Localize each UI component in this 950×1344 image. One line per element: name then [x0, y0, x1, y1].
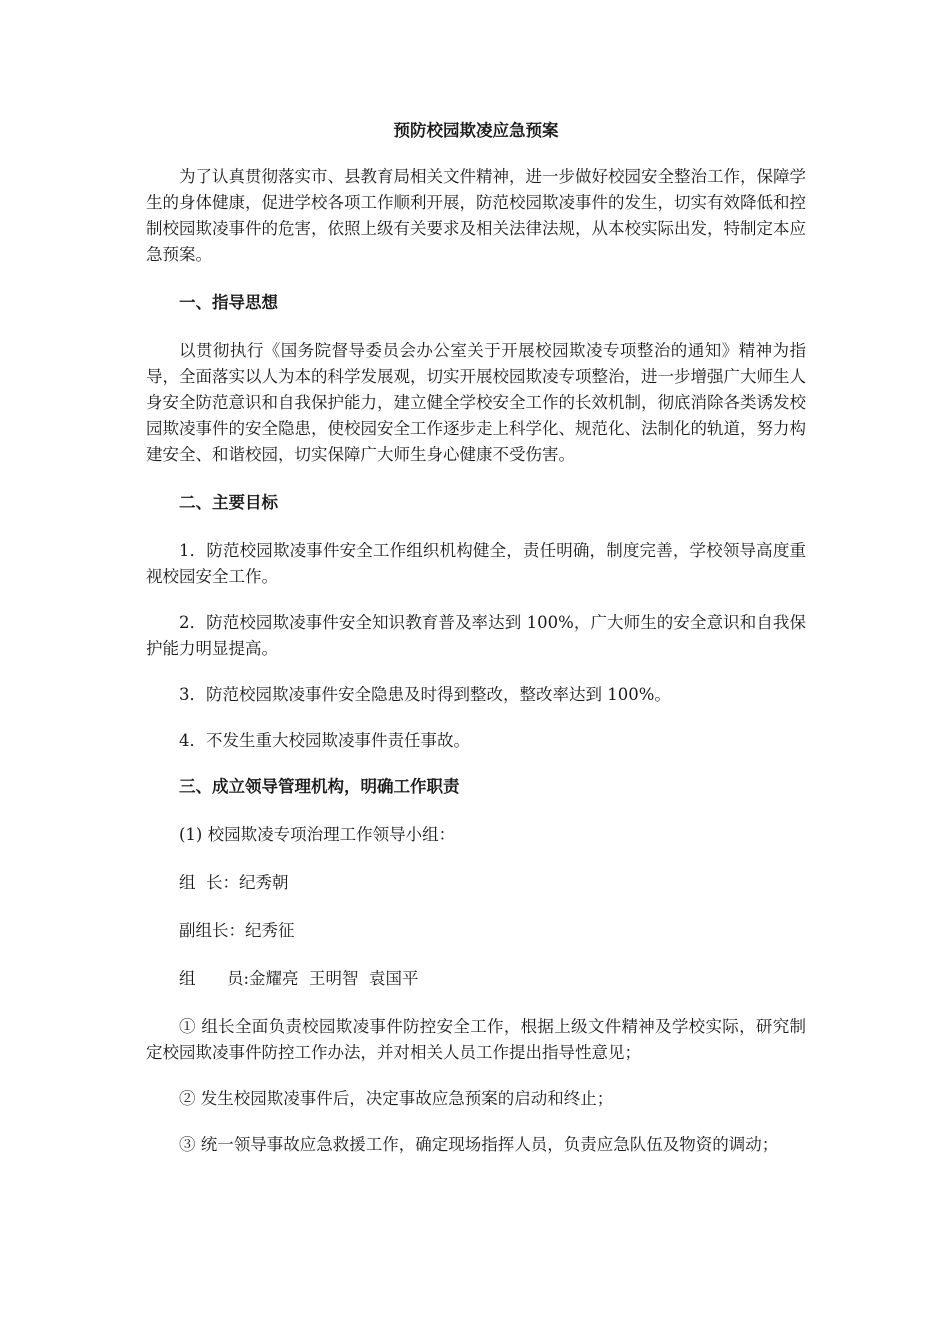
goal-item: 2．防范校园欺凌事件安全知识教育普及率达到 100%，广大师生的安全意识和自我保护能力明显提高。	[146, 613, 806, 658]
group-members-text: 组 员:金耀亮 王明智 袁国平	[179, 969, 419, 988]
goal-item: 1．防范校园欺凌事件安全工作组织机构健全，责任明确，制度完善，学校领导高度重视校园安全工作。	[146, 541, 806, 586]
deputy-leader-text: 副组长：纪秀征	[179, 921, 295, 940]
section-heading-guiding-ideology: 一、指导思想	[179, 293, 278, 312]
duty-item: ① 组长全面负责校园欺凌事件防控安全工作，根据上级文件精神及学校实际，研究制定校园欺凌事件防控工作办法，并对相关人员工作提出指导性意见；	[146, 1017, 806, 1062]
goal-item: 4．不发生重大校园欺凌事件责任事故。	[179, 731, 470, 750]
document-title: 预防校园欺凌应急预案	[393, 121, 559, 140]
duty-item: ② 发生校园欺凌事件后，决定事故应急预案的启动和终止；	[179, 1089, 614, 1108]
intro-paragraph: 为了认真贯彻落实市、县教育局相关文件精神，进一步做好校园安全整治工作，保障学生的身体健康，促进学校各项工作顺利开展，防范校园欺凌事件的发生，切实有效降低和控制校园欺凌事件的危害，依照上级有关要求及相关法律法规，从本校实际出发，特制定本应急预案。	[146, 167, 806, 264]
deputy-leader-line	[146, 918, 806, 944]
goal-item: 3．防范校园欺凌事件安全隐患及时得到整改，整改率达到 100%。	[179, 685, 671, 704]
section-heading-leadership: 三、成立领导管理机构，明确工作职责	[179, 777, 460, 796]
document-page	[146, 118, 806, 1178]
group-leader-line	[146, 870, 806, 896]
guiding-ideology-paragraph: 以贯彻执行《国务院督导委员会办公室关于开展校园欺凌专项整治的通知》精神为指导，全面落实以人为本的科学发展观，切实开展校园欺凌专项整治，进一步增强广大师生人身安全防范意识和自我保护能力，建立健全学校安全工作的长效机制，彻底消除各类诱发校园欺凌事件的安全隐患，使校园安全工作逐步走上科学化、规范化、法制化的轨道，努力构建安全、和谐校园，切实保障广大师生身心健康不受伤害。	[146, 341, 806, 464]
group-leader-text: 组 长：纪秀朝	[179, 873, 289, 892]
section-heading-main-goals: 二、主要目标	[179, 493, 278, 512]
duty-item: ③ 统一领导事故应急救援工作，确定现场指挥人员，负责应急队伍及物资的调动；	[179, 1135, 779, 1154]
leadership-group-subheading: (1) 校园欺凌专项治理工作领导小组：	[179, 825, 456, 844]
group-members-line	[146, 966, 806, 992]
